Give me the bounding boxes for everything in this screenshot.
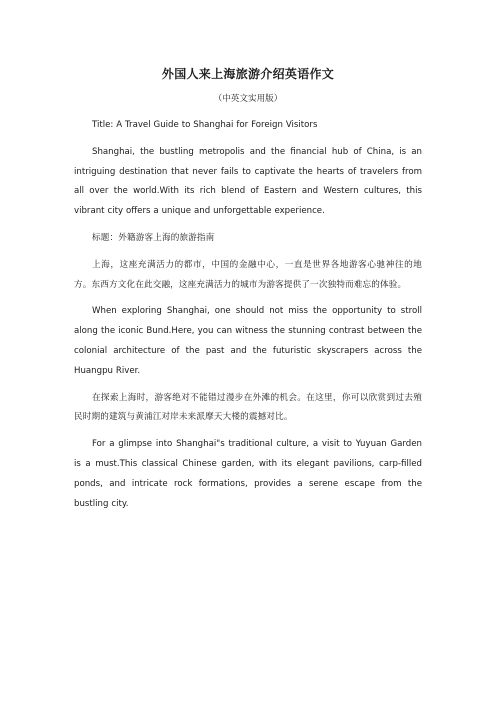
english-title-paragraph: Title: A Travel Guide to Shanghai for Foreign Visitors bbox=[92, 120, 318, 130]
english-yuyuan-paragraph: For a glimpse into Shanghai"s traditional culture, a visit to Yuyuan Garden is a must.This classical Chinese garden, with its elegant pavilions, carp-filled ponds, and intricate rock formations, provides a serene escape from the bustling city. bbox=[74, 439, 422, 509]
chinese-title-paragraph: 标题：外籍游客上海的旅游指南 bbox=[92, 232, 215, 243]
english-intro-paragraph: Shanghai, the bustling metropolis and the financial hub of China, is an intriguing destination that never fails to captivate the hearts of travelers from all over the world.With its rich blend of Eastern and Western cultures, this vibrant city offers a unique and unforgettable experience. bbox=[74, 146, 422, 217]
chinese-bund-paragraph: 在探索上海时，游客绝对不能错过漫步在外滩的机会。在这里，你可以欣赏到过去殖民时期的建筑与黄浦江对岸未来派摩天大楼的震撼对比。 bbox=[74, 392, 422, 423]
document-subtitle: （中英文实用版） bbox=[213, 94, 283, 104]
english-bund-paragraph: When exploring Shanghai, one should not miss the opportunity to stroll along the iconic Bund.Here, you can witness the stunning contrast between the colonial architecture of the past and the futuristic skyscrapers across the Huangpu River. bbox=[74, 306, 422, 376]
chinese-intro-paragraph: 上海，这座充满活力的都市，中国的金融中心，一直是世界各地游客心驰神往的地方。东西方文化在此交融，这座充满活力的城市为游客提供了一次独特而难忘的体验。 bbox=[74, 259, 422, 290]
document-title: 外国人来上海旅游介绍英语作文 bbox=[161, 67, 335, 81]
